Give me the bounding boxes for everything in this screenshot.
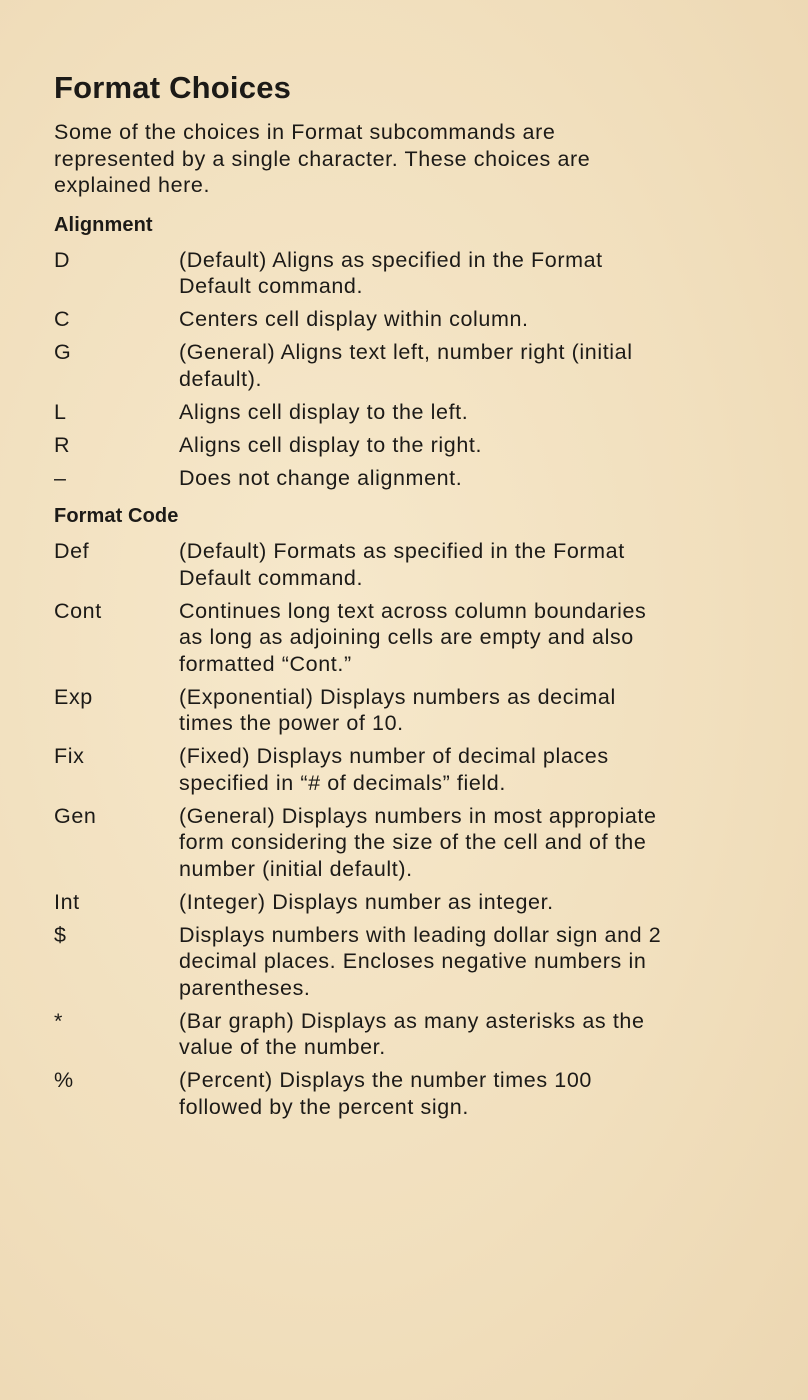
- entry-description: (Default) Aligns as specified in the Format Default command.: [179, 247, 603, 298]
- entry-code: D: [54, 247, 71, 272]
- format-code-heading: Format Code: [54, 505, 179, 527]
- entry-code: G: [54, 340, 72, 364]
- entry-description: (Exponential) Displays numbers as decimal times the power of 10.: [179, 684, 616, 735]
- list-item: [54, 922, 774, 1002]
- entry-description: Centers cell display within column.: [179, 307, 529, 331]
- list-item: [54, 1067, 774, 1120]
- entry-code: Int: [54, 889, 80, 914]
- intro-paragraph: Some of the choices in Format subcommands are represented by a single character. These choices are explained here.: [54, 120, 591, 197]
- list-item: [54, 399, 774, 426]
- list-item: [54, 1008, 774, 1061]
- entry-description: (Percent) Displays the number times 100 followed by the percent sign.: [179, 1068, 592, 1119]
- list-item: [54, 743, 774, 796]
- list-item: [54, 598, 774, 678]
- page-title: Format Choices: [54, 70, 292, 105]
- entry-description: (Integer) Displays number as integer.: [179, 889, 554, 914]
- entry-description: Does not change alignment.: [179, 465, 463, 490]
- list-item: [54, 247, 774, 300]
- entry-code: $: [54, 922, 67, 947]
- entry-description: (Fixed) Displays number of decimal places specified in “# of decimals” field.: [179, 744, 609, 795]
- entry-code: Fix: [54, 744, 85, 768]
- list-item: [54, 684, 774, 737]
- entry-description: (Default) Formats as specified in the Format Default command.: [179, 539, 625, 590]
- entry-code: Gen: [54, 803, 97, 828]
- entry-description: Displays numbers with leading dollar sign and 2 decimal places. Encloses negative numbers in parentheses.: [179, 922, 662, 1000]
- list-item: [54, 306, 774, 333]
- entry-code: –: [54, 465, 67, 490]
- document-page: [54, 70, 774, 1134]
- entry-description: (Bar graph) Displays as many asterisks as the value of the number.: [179, 1008, 645, 1059]
- entry-code: %: [54, 1068, 74, 1092]
- list-item: [54, 432, 774, 459]
- entry-code: Cont: [54, 598, 102, 623]
- list-item: [54, 465, 774, 492]
- entry-code: L: [54, 399, 67, 424]
- entry-description: (General) Aligns text left, number right (initial default).: [179, 340, 633, 391]
- list-item: [54, 339, 774, 392]
- format-code-section: [54, 505, 774, 1120]
- entry-description: Continues long text across column boundaries as long as adjoining cells are empty and also formatted “Cont.”: [179, 598, 647, 676]
- list-item: [54, 803, 774, 883]
- format-code-list: [54, 538, 774, 1120]
- alignment-section: [54, 214, 774, 492]
- alignment-heading: Alignment: [54, 213, 153, 236]
- entry-description: (General) Displays numbers in most appropiate form considering the size of the cell and of the number (initial default).: [179, 803, 657, 881]
- entry-code: *: [54, 1008, 63, 1033]
- list-item: [54, 538, 774, 591]
- entry-code: C: [54, 307, 71, 331]
- entry-code: Exp: [54, 684, 93, 709]
- alignment-list: [54, 247, 774, 492]
- entry-description: Aligns cell display to the left.: [179, 399, 469, 424]
- entry-code: Def: [54, 539, 90, 563]
- entry-code: R: [54, 432, 71, 457]
- list-item: [54, 889, 774, 916]
- entry-description: Aligns cell display to the right.: [179, 432, 483, 457]
